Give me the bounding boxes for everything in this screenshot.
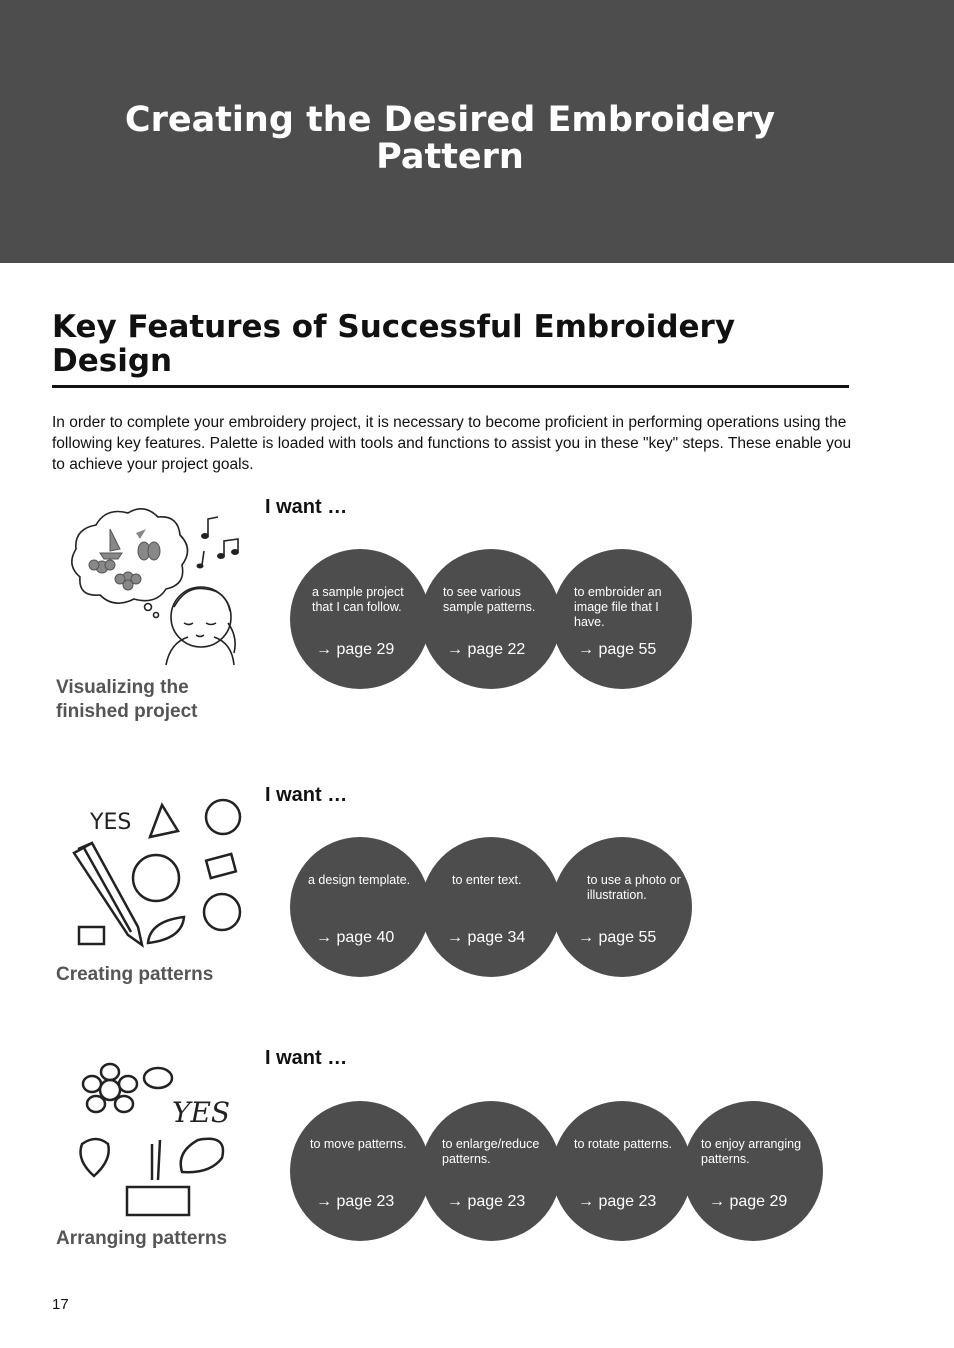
- page-link[interactable]: → page 40: [316, 929, 395, 946]
- page-link[interactable]: → page 34: [447, 929, 526, 946]
- option-text: to use a photo or illustration.: [587, 873, 681, 902]
- pencil-shapes-illustration: [70, 795, 250, 955]
- option-text: a design template.: [308, 873, 411, 887]
- option-text: to enter text.: [452, 873, 522, 887]
- want-label: I want …: [265, 784, 348, 806]
- option-text: to embroider an image file that I have.: [574, 585, 662, 629]
- option-bubble[interactable]: [290, 549, 430, 689]
- page-link[interactable]: → page 29: [316, 641, 395, 658]
- feature-caption-creating: [56, 963, 213, 987]
- option-bubble[interactable]: [552, 549, 692, 689]
- page-title: [0, 102, 900, 176]
- caption-line2: finished project: [56, 701, 198, 722]
- option-bubble[interactable]: [421, 549, 561, 689]
- section-title: [52, 310, 852, 378]
- yes-text: YES: [90, 810, 132, 835]
- feature-caption-arranging: [56, 1227, 227, 1251]
- page-title-line1: Creating the Desired Embroidery: [124, 100, 776, 140]
- page-link[interactable]: → page 23: [316, 1193, 395, 1210]
- header-banner: [0, 0, 954, 263]
- page-link[interactable]: → page 23: [578, 1193, 657, 1210]
- option-text: to see various sample patterns.: [443, 585, 536, 614]
- option-text: to rotate patterns.: [574, 1137, 672, 1151]
- section-title-line1: Key Features of Successful Embroidery: [52, 309, 736, 345]
- page-link[interactable]: → page 29: [709, 1193, 788, 1210]
- option-text: to move patterns.: [310, 1137, 407, 1151]
- want-label: I want …: [265, 496, 348, 518]
- option-bubble[interactable]: [421, 1101, 561, 1241]
- caption-line1: Creating patterns: [56, 964, 214, 985]
- section-divider: [52, 385, 849, 388]
- option-bubble[interactable]: [290, 837, 430, 977]
- want-label: I want …: [265, 1047, 348, 1069]
- caption-line1: Arranging patterns: [56, 1228, 228, 1249]
- yes-text: YES: [172, 1096, 231, 1129]
- feature-caption-visualizing: [56, 676, 197, 724]
- option-text: a sample project that I can follow.: [312, 585, 404, 614]
- option-text: to enjoy arranging patterns.: [701, 1137, 802, 1166]
- option-bubble[interactable]: [552, 837, 692, 977]
- dreaming-girl-illustration: [66, 505, 256, 670]
- flower-pot-illustration: [72, 1060, 252, 1220]
- option-bubble[interactable]: [421, 837, 561, 977]
- page-title-line2: Pattern: [376, 137, 524, 177]
- page-link[interactable]: → page 22: [447, 641, 526, 658]
- intro-paragraph: In order to complete your embroidery project, it is necessary to become proficient in performing operations using the following key features. Palette is loaded with tools and functions to assist you in these "key" steps. These enable you to achieve your project goals.: [52, 414, 852, 473]
- page-link[interactable]: → page 55: [578, 929, 657, 946]
- option-bubble[interactable]: [290, 1101, 430, 1241]
- option-bubble[interactable]: [683, 1101, 823, 1241]
- caption-line1: Visualizing the: [56, 677, 189, 698]
- section-title-line2: Design: [52, 343, 173, 379]
- page-link[interactable]: → page 55: [578, 641, 657, 658]
- page-number: 17: [52, 1296, 69, 1313]
- page-link[interactable]: → page 23: [447, 1193, 526, 1210]
- option-text: to enlarge/reduce patterns.: [442, 1137, 540, 1166]
- option-bubble[interactable]: [552, 1101, 692, 1241]
